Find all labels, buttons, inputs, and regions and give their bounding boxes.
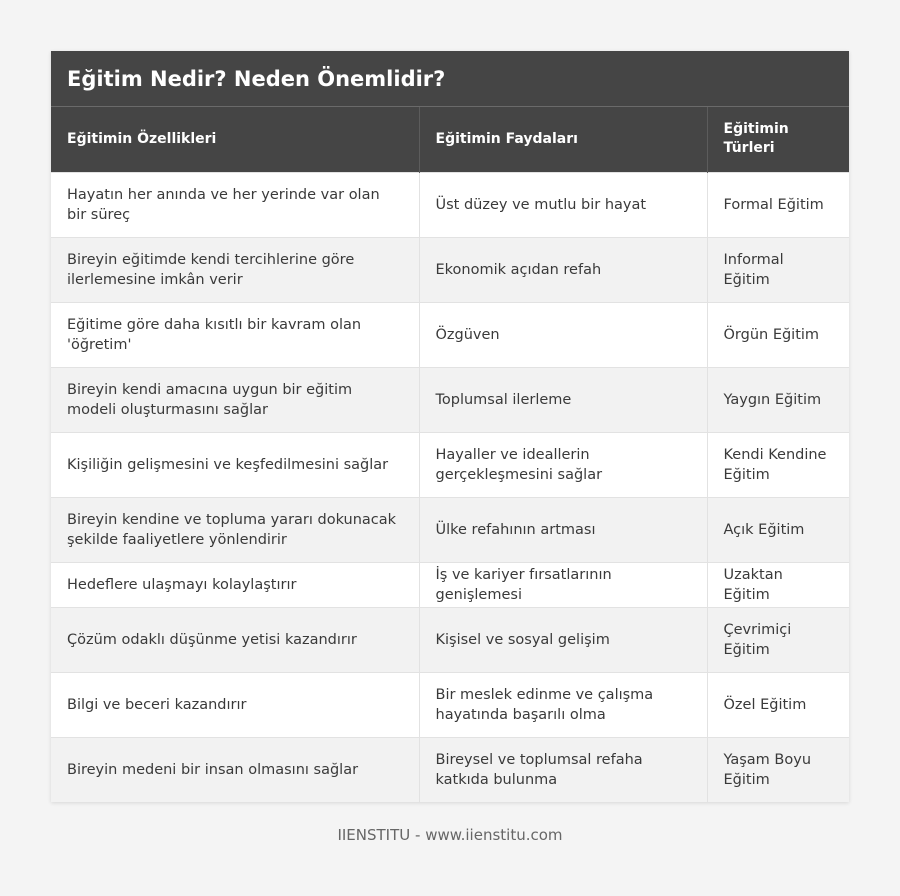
table-cell: Çevrimiçi Eğitim bbox=[707, 607, 849, 672]
table-row bbox=[51, 497, 849, 562]
header-row bbox=[51, 107, 849, 172]
table-cell: Yaygın Eğitim bbox=[707, 367, 849, 432]
table-cell: Bilgi ve beceri kazandırır bbox=[51, 672, 419, 737]
table-cell: Açık Eğitim bbox=[707, 497, 849, 562]
table-cell: Bireyin kendi amacına uygun bir eğitim modeli oluşturmasını sağlar bbox=[51, 367, 419, 432]
table-cell: Ülke refahının artması bbox=[419, 497, 707, 562]
table-cell: Toplumsal ilerleme bbox=[419, 367, 707, 432]
table-row bbox=[51, 432, 849, 497]
column-header-features: Eğitimin Özellikleri bbox=[51, 107, 419, 172]
table-cell: Örgün Eğitim bbox=[707, 302, 849, 367]
page-title: Eğitim Nedir? Neden Önemlidir? bbox=[51, 51, 849, 107]
table-cell: Bireyin kendine ve topluma yararı dokunacak şekilde faaliyetlere yönlendirir bbox=[51, 497, 419, 562]
table-cell: Bireyin eğitimde kendi tercihlerine göre ilerlemesine imkân verir bbox=[51, 237, 419, 302]
table-row bbox=[51, 172, 849, 237]
table-row bbox=[51, 562, 849, 607]
table-cell: Eğitime göre daha kısıtlı bir kavram olan 'öğretim' bbox=[51, 302, 419, 367]
table-row bbox=[51, 607, 849, 672]
table-cell: Uzaktan Eğitim bbox=[707, 562, 849, 607]
table-cell: Çözüm odaklı düşünme yetisi kazandırır bbox=[51, 607, 419, 672]
table-cell: Bireysel ve toplumsal refaha katkıda bulunma bbox=[419, 737, 707, 802]
table-cell: Kişiliğin gelişmesini ve keşfedilmesini sağlar bbox=[51, 432, 419, 497]
table-cell: Formal Eğitim bbox=[707, 172, 849, 237]
table-row bbox=[51, 672, 849, 737]
table-cell: Kişisel ve sosyal gelişim bbox=[419, 607, 707, 672]
table-cell: Bir meslek edinme ve çalışma hayatında başarılı olma bbox=[419, 672, 707, 737]
table-cell: Kendi Kendine Eğitim bbox=[707, 432, 849, 497]
table-cell: Üst düzey ve mutlu bir hayat bbox=[419, 172, 707, 237]
table-row bbox=[51, 367, 849, 432]
table-row bbox=[51, 302, 849, 367]
table-cell: Yaşam Boyu Eğitim bbox=[707, 737, 849, 802]
table-cell: Informal Eğitim bbox=[707, 237, 849, 302]
column-header-types: Eğitimin Türleri bbox=[707, 107, 849, 172]
table-cell: Özel Eğitim bbox=[707, 672, 849, 737]
table-cell: İş ve kariyer fırsatlarının genişlemesi bbox=[419, 562, 707, 607]
table-cell: Hayatın her anında ve her yerinde var olan bir süreç bbox=[51, 172, 419, 237]
table-cell: Özgüven bbox=[419, 302, 707, 367]
table-cell: Ekonomik açıdan refah bbox=[419, 237, 707, 302]
table-cell: Hedeflere ulaşmayı kolaylaştırır bbox=[51, 562, 419, 607]
column-header-benefits: Eğitimin Faydaları bbox=[419, 107, 707, 172]
table-card bbox=[51, 51, 849, 802]
table-row bbox=[51, 237, 849, 302]
data-table bbox=[51, 107, 849, 802]
footer-credit: IIENSTITU - www.iienstitu.com bbox=[337, 826, 563, 844]
table-cell: Bireyin medeni bir insan olmasını sağlar bbox=[51, 737, 419, 802]
table-row bbox=[51, 737, 849, 802]
table-cell: Hayaller ve ideallerin gerçekleşmesini sağlar bbox=[419, 432, 707, 497]
